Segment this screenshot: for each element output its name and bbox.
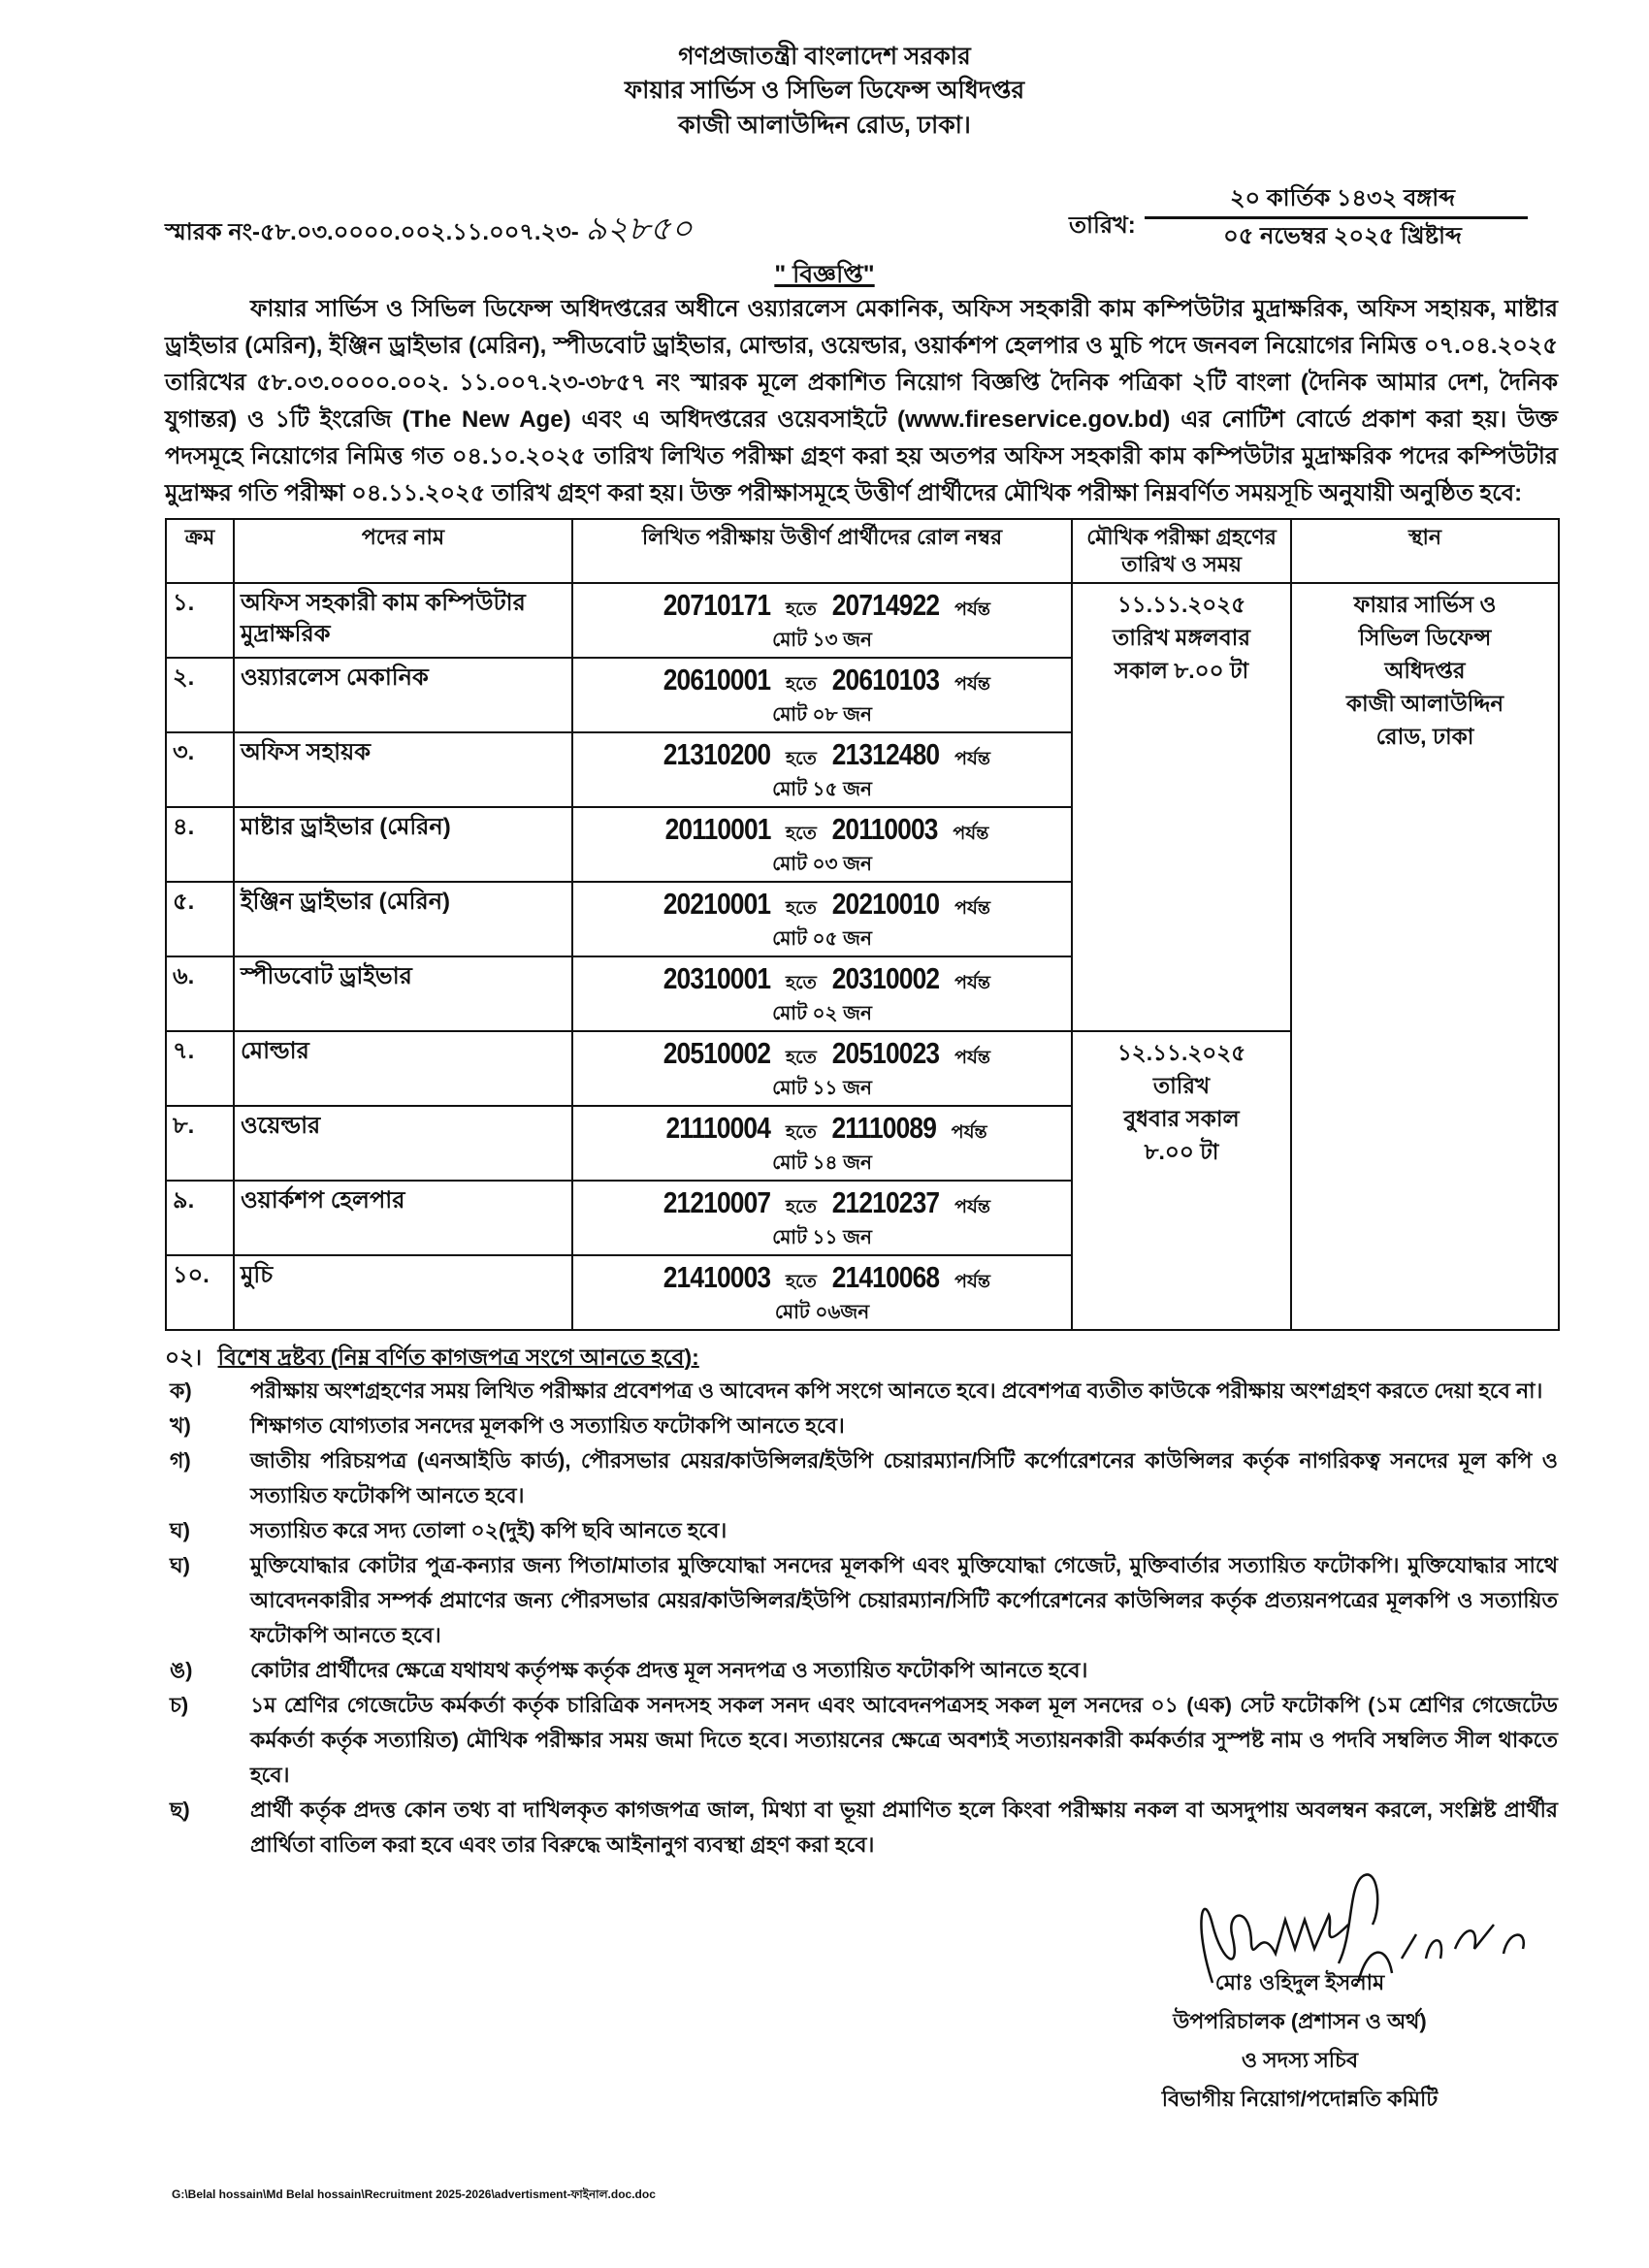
roll-to: 21210237: [831, 1185, 940, 1219]
total-candidates: মোট ১৩ জন: [772, 630, 872, 651]
upto-word: পর্যন্ত: [954, 674, 991, 695]
note-item-text: পরীক্ষায় অংশগ্রহণের সময় লিখিত পরীক্ষার প্রবেশপত্র ও আবেদন কপি সংগে আনতে হবে। প্রবেশপত্র ব্যতীত কাউকে পরীক্ষায় অংশগ্রহণ: [250, 1378, 1372, 1403]
signatory-committee: বিভাগীয় নিয়োগ/পদোন্নতি কমিটি: [1161, 2087, 1439, 2111]
range-word: হতে: [786, 973, 817, 993]
serial-cell: ৭.: [166, 1031, 234, 1106]
range-word: হতে: [786, 1122, 817, 1143]
paragraph-line: নিয়োগের নিমিত্ত ০৭.০৪.২০২৫ তারিখের ৫৮.০৩.০০০০.০০২. ১১.০০৭.২৩-৩৮৫৭ নং স্মারক মূলে প্রকাশিত নিয়োগ বিজ্ঞপ্তি দৈনিক পত্রিকা: [165, 333, 1558, 396]
notes-title: বিশেষ দ্রষ্টব্য (নিম্ন বর্ণিত কাগজপত্র সংগে আনতে হবে):: [217, 1345, 699, 1370]
roll-to: 20714922: [831, 588, 940, 622]
upto-word: পর্যন্ত: [954, 749, 991, 769]
roll-from: 20510002: [663, 1036, 771, 1070]
note-item-text: মুক্তিযোদ্ধার সাথে আবেদনকারীর সম্পর্ক প্রমাণের জন্য পৌরসভার মেয়র/কাউন্সিলর/ইউপি চেয়ারম্যান/সিটি কর্পোরেশনের কাউন্সিলর কর্তৃক: [250, 1553, 1558, 1612]
range-word: হতে: [786, 898, 817, 919]
memo-label: স্মারক নং-৫৮.০৩.০০০০.০০২.১১.০০৭.২৩-: [165, 219, 579, 245]
post-name-cell: অফিস সহায়ক: [234, 732, 572, 807]
header-roll-numbers: লিখিত পরীক্ষায় উত্তীর্ণ প্রার্থীদের রোল নম্বর: [572, 519, 1072, 583]
date-label: তারিখ:: [1069, 212, 1136, 239]
paragraph-line: সহায়ক, মাষ্টার ড্রাইভার (মেরিন), ইঞ্জিন ড্রাইভার (মেরিন), স্পীডবোট ড্রাইভার, মোল্ডার, ওয়েল্ডার, ওয়ার্কশপ হেলপার ও মুচি পদে জনবল: [165, 296, 1558, 359]
total-candidates: মোট ০৬জন: [774, 1302, 870, 1323]
roll-from: 21210007: [663, 1185, 771, 1219]
note-item-text: সত্যায়িত করে সদ্য তোলা ০২(দুই) কপি ছবি আনতে হবে।: [250, 1518, 728, 1542]
note-item-text: প্রত্যয়নপত্রের মূলকপি ও সত্যায়িত ফটোকপি আনতে হবে।: [250, 1588, 1558, 1647]
upto-word: পর্যন্ত: [954, 898, 991, 919]
note-item: [165, 1653, 1558, 1688]
note-item-text: প্রার্থী কর্তৃক প্রদত্ত কোন তথ্য বা দাখিলকৃত কাগজপত্র জাল, মিথ্যা বা ভূয়া প্রমাণিত হলে কিংবা পরীক্ষায় নকল বা অসদুপায় অবলম্বন করলে, সংশ্লিষ্ট: [250, 1798, 1497, 1822]
note-item-text: শিক্ষাগত যোগ্যতার সনদের মূলকপি ও সত্যায়িত ফটোকপি আনতে হবে।: [250, 1413, 845, 1438]
note-item: [165, 1513, 1558, 1548]
upto-word: পর্যন্ত: [954, 599, 991, 620]
note-item-text: শ্রেণির গেজেটেড কর্মকর্তা কর্তৃক সত্যায়িত) মৌখিক পরীক্ষার সময় জমা দিতে হবে। সত্যায়নের ক্ষেত্রে অবশ্যই সত্যায়নকারী কর্মকর্তার: [250, 1693, 1558, 1752]
note-item-marker: ঘ): [170, 1518, 190, 1542]
roll-range-line: [579, 663, 1065, 702]
roll-to: 20610103: [831, 663, 940, 697]
roll-to: 21410068: [831, 1260, 940, 1294]
roll-range-line: [579, 961, 1065, 1001]
paragraph-line: (www.fireservice.gov.bd) এর নোটিশ বোর্ডে প্রকাশ করা হয়। উক্ত পদসমূহে নিয়োগের নিমিত্ত গত ০৪.১০.২০২৫ তারিখ লিখিত: [165, 406, 1558, 470]
post-name-cell: ওয়ার্কশপ হেলপার: [234, 1181, 572, 1255]
post-name-cell: স্পীডবোট ড্রাইভার: [234, 956, 572, 1031]
note-item-text: প্রার্থীর প্রার্থিতা বাতিল করা হবে এবং তার বিরুদ্ধে আইনানুগ ব্যবস্থা গ্রহণ করা হবে।: [250, 1798, 1558, 1857]
upto-word: পর্যন্ত: [951, 1122, 987, 1143]
note-item: [165, 1374, 1558, 1409]
notes-number: ০২।: [165, 1345, 203, 1370]
schedule-line: বুধবার সকাল: [1123, 1106, 1240, 1131]
range-word: হতে: [786, 1048, 817, 1068]
schedule-line: ৮.০০ টা: [1144, 1139, 1219, 1164]
upto-word: পর্যন্ত: [954, 1048, 991, 1068]
note-item-text: জাতীয় পরিচয়পত্র (এনআইডি কার্ড), পৌরসভার মেয়র/কাউন্সিলর/ইউপি চেয়ারম্যান/সিটি কর্পোরেশনের কাউন্সিলর কর্তৃক নাগরিকত্ব সনদের: [250, 1448, 1449, 1473]
note-item-text: মুক্তিযোদ্ধার কোটার পুত্র-কন্যার জন্য পিতা/মাতার মুক্তিযোদ্ধা সনদের মূলকপি এবং মুক্তিযোদ্ধা গেজেট, মুক্তিবার্তার সত্যায়িত ফটোকপি।: [250, 1553, 1400, 1577]
roll-range-line: [579, 1260, 1065, 1300]
serial-cell: ৮.: [166, 1106, 234, 1181]
venue-line: ফায়ার সার্ভিস ও: [1353, 592, 1497, 617]
venue-line: সিভিল ডিফেন্স: [1358, 625, 1492, 650]
note-item: [165, 1409, 1558, 1443]
roll-range-cell: [572, 1031, 1072, 1106]
roll-from: 21110004: [665, 1111, 771, 1145]
note-item-marker: চ): [170, 1693, 189, 1717]
notice-title: " বিজ্ঞপ্তি": [774, 261, 875, 288]
note-item-text: সুস্পষ্ট নাম ও পদবি সম্বলিত সীল থাকতে হবে।: [250, 1728, 1558, 1787]
note-item-body: [250, 1513, 1558, 1548]
roll-to: 20110003: [831, 812, 938, 846]
roll-range-cell: [572, 1255, 1072, 1330]
note-item-text: মূল কপি ও সত্যায়িত ফটোকপি আনতে হবে।: [250, 1448, 1558, 1507]
total-candidates: মোট ১১ জন: [772, 1227, 872, 1248]
schedule-line: ১২.১১.২০২৫: [1116, 1040, 1246, 1065]
venue-line: অধিদপ্তর: [1384, 658, 1466, 683]
signatory-role: ও সদস্য সচিব: [1241, 2048, 1359, 2072]
note-item-marker: ছ): [170, 1798, 190, 1822]
roll-from: 20310001: [663, 961, 771, 995]
roll-range-cell: [572, 956, 1072, 1031]
serial-cell: ১০.: [166, 1255, 234, 1330]
roll-range-cell: [572, 1106, 1072, 1181]
range-word: হতে: [786, 749, 817, 769]
total-candidates: মোট ১১ জন: [772, 1078, 872, 1099]
note-item-body: [250, 1793, 1558, 1863]
serial-cell: ৯.: [166, 1181, 234, 1255]
total-candidates: মোট ০৩ জন: [772, 854, 872, 875]
paragraph-line: ফায়ার সার্ভিস ও সিভিল ডিফেন্স অধিদপ্তরের অধীনে ওয়্যারলেস মেকানিক, অফিস সহকারী কাম কম্পিউটার মুদ্রাক্ষরিক, অফিস: [250, 296, 1417, 322]
signatory-designation: উপপরিচালক (প্রশাসন ও অর্থ): [1173, 2009, 1427, 2033]
note-item-text: কোটার প্রার্থীদের ক্ষেত্রে যথাযথ কর্তৃপক্ষ কর্তৃক প্রদত্ত মূল সনদপত্র ও সত্যায়িত ফটোকপি আনতে হবে।: [250, 1658, 1088, 1682]
serial-cell: ১.: [166, 583, 234, 658]
signature: [1183, 1866, 1571, 2002]
roll-to: 20310002: [831, 961, 940, 995]
roll-from: 21310200: [663, 737, 771, 771]
note-item-marker: খ): [170, 1413, 191, 1438]
roll-range-line: [579, 1036, 1065, 1076]
header-post-name: পদের নাম: [234, 519, 572, 583]
date-divider: [1145, 216, 1528, 219]
schedule-line: তারিখ মঙ্গলবার: [1113, 625, 1250, 650]
range-word: হতে: [786, 1272, 817, 1292]
venue-line: রোড, ঢাকা: [1375, 724, 1474, 749]
range-word: হতে: [786, 1197, 817, 1217]
memo-number: [165, 210, 693, 252]
signature-block: [1096, 1866, 1504, 2119]
date-bangla: ২০ কার্তিক ১৪৩২ বঙ্গাব্দ: [1229, 185, 1456, 211]
note-item: [165, 1688, 1558, 1793]
table-header-row: [166, 519, 1559, 583]
total-candidates: মোট ১৪ জন: [772, 1152, 872, 1174]
notice-paragraph: [165, 291, 1558, 512]
roll-range-cell: [572, 732, 1072, 807]
range-word: হতে: [786, 674, 817, 695]
signatory-name: মোঃ ওহিদুল ইসলাম: [1214, 1970, 1385, 1994]
roll-range-cell: [572, 583, 1072, 658]
note-item-body: [250, 1653, 1558, 1688]
viva-schedule-day1: [1072, 583, 1291, 1031]
post-name-cell: ইঞ্জিন ড্রাইভার (মেরিন): [234, 882, 572, 956]
post-name-cell: ওয়েল্ডার: [234, 1106, 572, 1181]
roll-range-line: [579, 737, 1065, 777]
table-row: [166, 583, 1559, 658]
department-title: ফায়ার সার্ভিস ও সিভিল ডিফেন্স অধিদপ্তর: [624, 77, 1025, 104]
range-word: হতে: [786, 824, 817, 844]
roll-to: 20210010: [831, 887, 940, 921]
department-address: কাজী আলাউদ্দিন রোড, ঢাকা।: [678, 112, 971, 139]
roll-to: 21312480: [831, 737, 940, 771]
upto-word: পর্যন্ত: [954, 1197, 991, 1217]
roll-range-cell: [572, 807, 1072, 882]
roll-from: 21410003: [663, 1260, 771, 1294]
note-item-body: [250, 1409, 1558, 1443]
post-name-cell: মুচি: [234, 1255, 572, 1330]
viva-schedule-table: [165, 518, 1560, 1331]
total-candidates: মোট ০২ জন: [772, 1003, 872, 1024]
note-item-marker: গ): [170, 1448, 191, 1473]
note-item: [165, 1793, 1558, 1863]
handwritten-memo-number: ৯২৮৫০: [585, 210, 693, 248]
note-item: [165, 1443, 1558, 1513]
roll-range-line: [579, 812, 1065, 852]
note-item-text: ১ম শ্রেণির গেজেটেড কর্মকর্তা কর্তৃক চারিত্রিক সনদসহ সকল সনদ এবং আবেদনপত্রসহ সকল মূল সনদের ০১ (এক) সেট ফটোকপি (১ম: [250, 1693, 1401, 1717]
post-name-cell: অফিস সহকারী কাম কম্পিউটার মুদ্রাক্ষরিক: [234, 583, 572, 658]
note-item-body: [250, 1443, 1558, 1513]
roll-from: 20110001: [664, 812, 771, 846]
header-viva-date-time: মৌখিক পরীক্ষা গ্রহণের তারিখ ও সময়: [1072, 519, 1291, 583]
venue-line: কাজী আলাউদ্দিন: [1345, 691, 1504, 716]
file-path-footer: G:\Belal hossain\Md Belal hossain\Recruitment 2025-2026\advertisment-ফাইনাল.doc.doc: [172, 2187, 656, 2201]
note-item: [165, 1548, 1558, 1653]
note-item-body: [250, 1374, 1558, 1409]
roll-range-line: [579, 887, 1065, 926]
note-item-text: করতে দেয়া হবে না।: [1376, 1378, 1543, 1403]
serial-cell: ২.: [166, 658, 234, 732]
paragraph-line: ২টি বাংলা (দৈনিক আমার দেশ, দৈনিক যুগান্তর) ও ১টি ইংরেজি (The New Age) এবং এ অধিদপ্তরের ওয়েবসাইটে: [165, 370, 1558, 433]
viva-schedule-day2: [1072, 1031, 1291, 1330]
notice-body: [165, 291, 1558, 2202]
roll-to: 20510023: [831, 1036, 940, 1070]
note-item-body: [250, 1688, 1558, 1793]
upto-word: পর্যন্ত: [954, 973, 991, 993]
schedule-line: ১১.১১.২০২৫: [1116, 592, 1246, 617]
schedule-line: তারিখ: [1152, 1073, 1211, 1098]
roll-range-cell: [572, 658, 1072, 732]
paragraph-line: পরীক্ষা গ্রহণ করা হয় অতপর অফিস সহকারী কাম কম্পিউটার মুদ্রাক্ষরিক পদের কম্পিউটার মুদ্রাক্ষর গতি পরীক্ষা ০৪.১১.২০২৫ তারিখ গ্রহণ: [165, 443, 1558, 506]
roll-to: 21110089: [831, 1111, 937, 1145]
roll-from: 20710171: [663, 588, 771, 622]
special-notes-heading: [165, 1341, 1558, 1374]
venue-cell: [1291, 583, 1559, 1330]
roll-range-line: [579, 1111, 1065, 1150]
serial-cell: ৪.: [166, 807, 234, 882]
serial-cell: ৩.: [166, 732, 234, 807]
header-venue: স্থান: [1291, 519, 1559, 583]
date-english: ০৫ নভেম্বর ২০২৫ খ্রিষ্টাব্দ: [1223, 223, 1462, 249]
upto-word: পর্যন্ত: [953, 824, 989, 844]
government-title: গণপ্রজাতন্ত্রী বাংলাদেশ সরকার: [678, 43, 971, 70]
header-serial: ক্রম: [166, 519, 234, 583]
post-name-cell: মোল্ডার: [234, 1031, 572, 1106]
post-name-cell: ওয়্যারলেস মেকানিক: [234, 658, 572, 732]
special-notes-list: [165, 1374, 1558, 1863]
note-item-body: [250, 1548, 1558, 1653]
roll-range-cell: [572, 882, 1072, 956]
serial-cell: ৬.: [166, 956, 234, 1031]
paragraph-line: করা হয়। উক্ত পরীক্ষাসমূহে উত্তীর্ণ প্রার্থীদের মৌখিক পরীক্ষা নিম্নবর্ণিত সময়সূচি অনুযায়ী অনুষ্ঠিত হবে:: [607, 480, 1523, 506]
schedule-line: সকাল ৮.০০ টা: [1114, 658, 1249, 683]
total-candidates: মোট ১৫ জন: [772, 779, 872, 800]
note-item-marker: ক): [170, 1378, 192, 1403]
roll-from: 20210001: [663, 887, 771, 921]
roll-range-line: [579, 1185, 1065, 1225]
range-word: হতে: [786, 599, 817, 620]
total-candidates: মোট ০৫ জন: [772, 928, 872, 950]
note-item-marker: ঘ): [170, 1553, 190, 1577]
total-candidates: মোট ০৮ জন: [772, 704, 872, 726]
roll-range-line: [579, 588, 1065, 628]
roll-from: 20610001: [663, 663, 771, 697]
serial-cell: ৫.: [166, 882, 234, 956]
note-item-marker: ঙ): [170, 1658, 193, 1682]
post-name-cell: মাষ্টার ড্রাইভার (মেরিন): [234, 807, 572, 882]
roll-range-cell: [572, 1181, 1072, 1255]
upto-word: পর্যন্ত: [954, 1272, 991, 1292]
